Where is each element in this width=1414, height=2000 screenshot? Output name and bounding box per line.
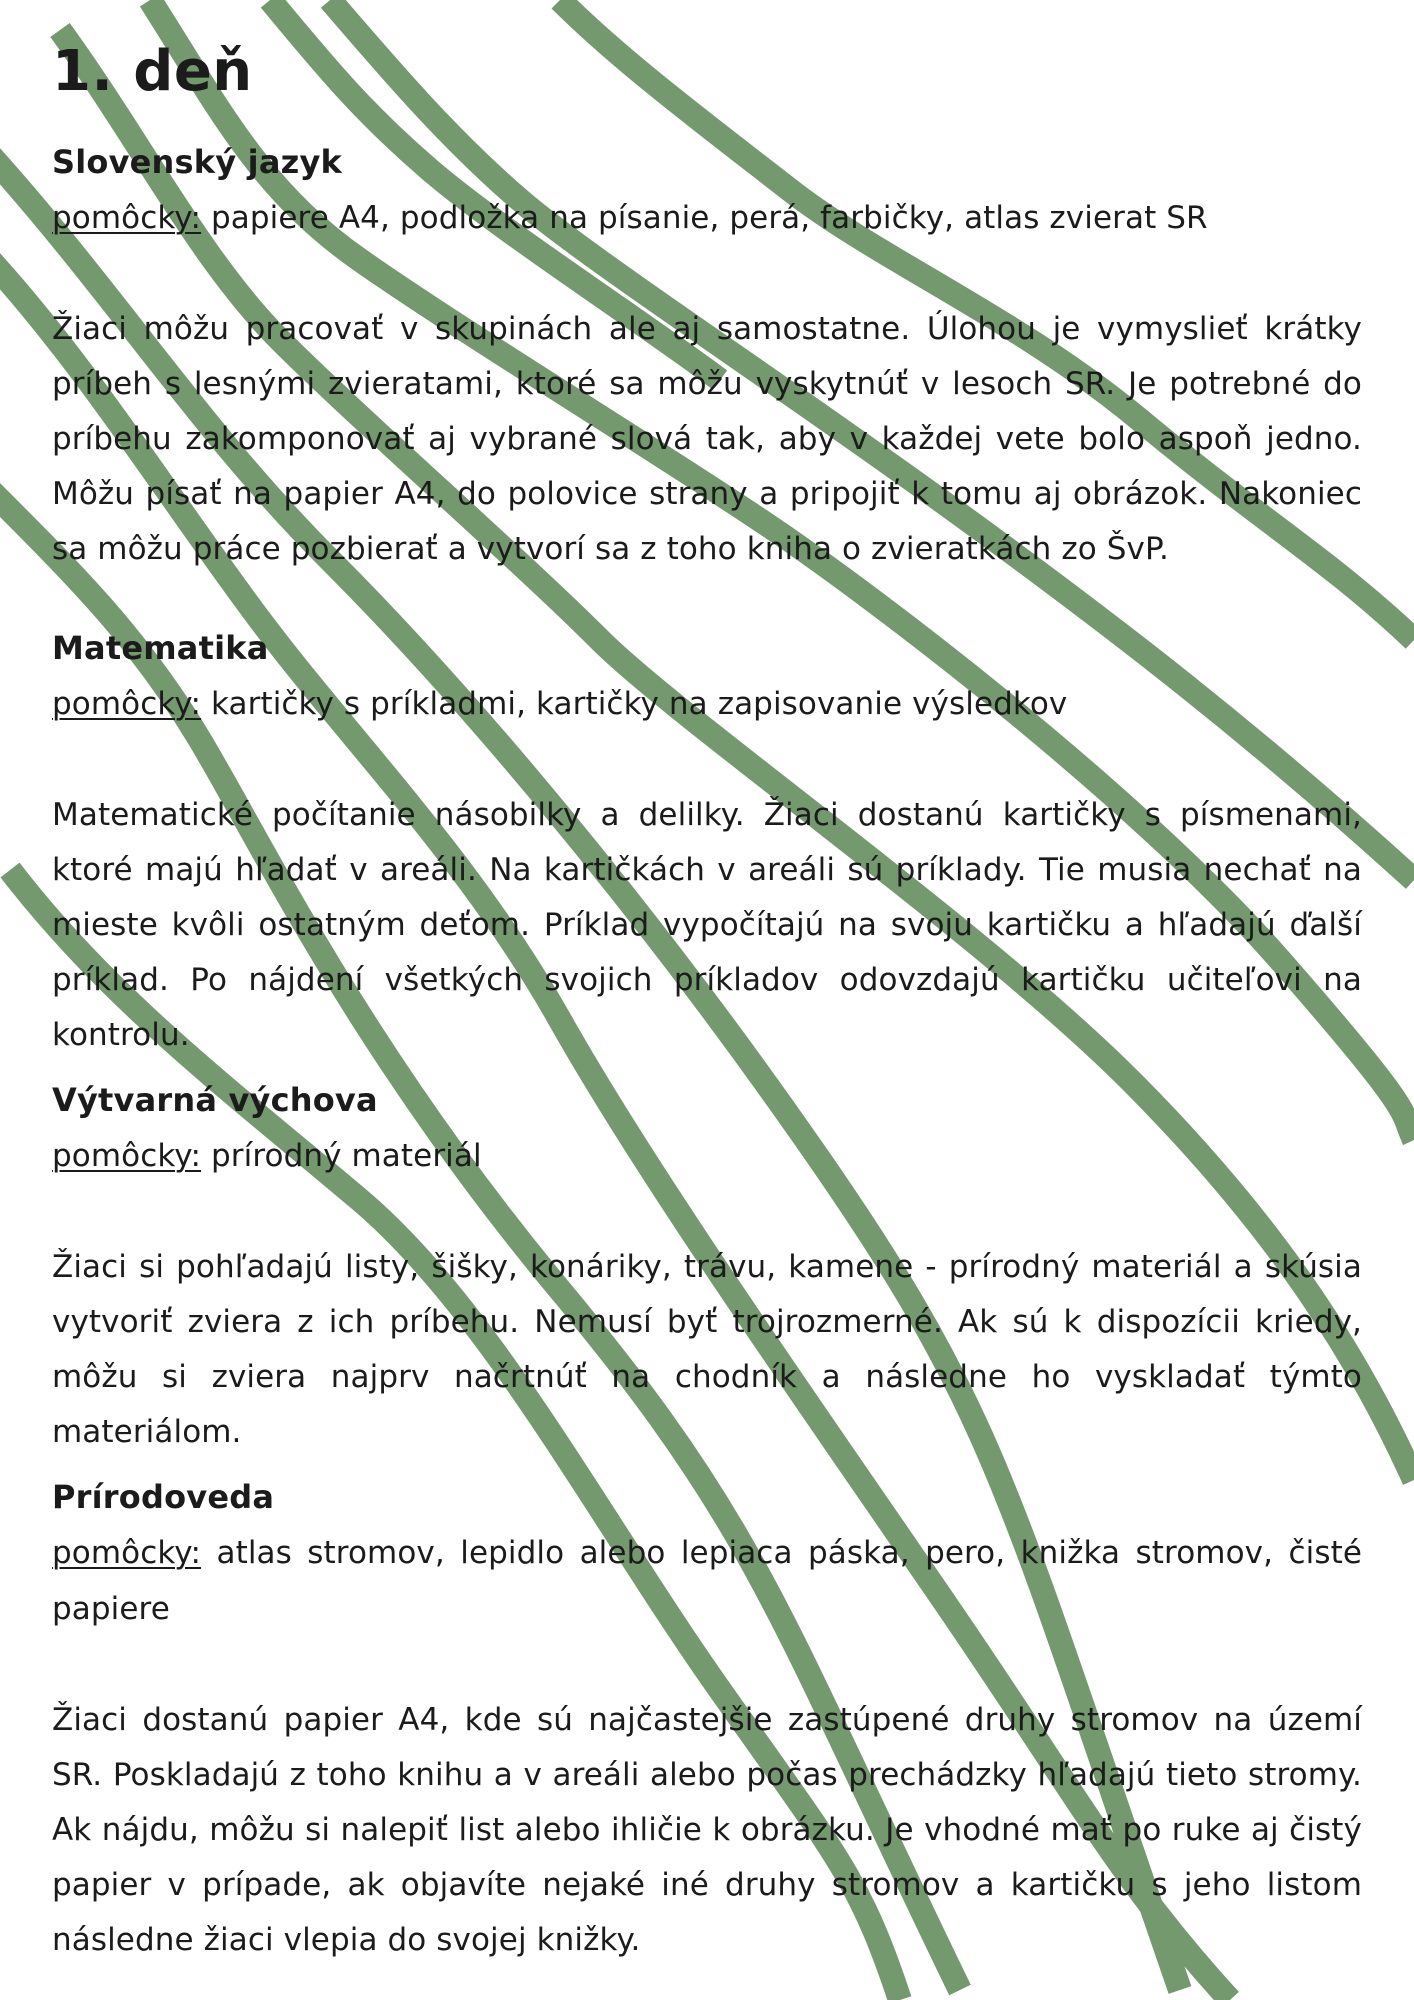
section-matematika	[52, 620, 1362, 1063]
tools-text: atlas stromov, lepidlo alebo lepiaca páska, pero, knižka stromov, čisté papiere	[52, 1535, 1362, 1627]
tools-line	[52, 190, 1362, 246]
tools-line	[52, 676, 1362, 732]
page-title: 1. deň	[52, 39, 253, 104]
tools-text: kartičky s príkladmi, kartičky na zapisovanie výsledkov	[201, 686, 1068, 722]
spacer	[52, 1637, 1362, 1693]
section-body: Matematické počítanie násobilky a delilky. Žiaci dostanú kartičky s písmenami, ktoré majú hľadať v areáli. Na kartičkách v areáli sú príklady. Tie musia nechať na mieste kvôli ostatným deťom. Príklad vypočítajú na svoju kartičku a hľadajú ďalší príklad. Po nájdení všetkých svojich príkladov odovzdajú kartičku učiteľovi na kontrolu.	[52, 797, 1362, 1053]
tools-line	[52, 1525, 1362, 1637]
section-vytvarna-vychova	[52, 1072, 1362, 1460]
section-heading: Prírodoveda	[52, 1478, 275, 1516]
section-heading: Matematika	[52, 629, 269, 667]
section-body: Žiaci môžu pracovať v skupinách ale aj samostatne. Úlohou je vymyslieť krátky príbeh s lesnými zvieratami, ktoré sa môžu vyskytnúť v lesoch SR. Je potrebné do príbehu zakomponovať aj vybrané slová tak, aby v každej vete bolo aspoň jedno. Môžu písať na papier A4, do polovice strany a pripojiť k tomu aj obrázok. Nakoniec sa môžu práce pozbierať a vytvorí sa z toho kniha o zvieratkách zo ŠvP.	[52, 311, 1362, 567]
section-body: Žiaci si pohľadajú listy, šišky, konáriky, trávu, kamene - prírodný materiál a skúsia vytvoriť zviera z ich príbehu. Nemusí byť trojrozmerné. Ak sú k dispozícii kriedy, môžu si zviera najprv načrtnúť na chodník a následne ho vyskladať týmto materiálom.	[52, 1249, 1362, 1450]
section-heading: Slovenský jazyk	[52, 143, 342, 181]
tools-label: pomôcky:	[52, 200, 202, 236]
tools-label: pomôcky:	[52, 1138, 202, 1174]
section-slovensky-jazyk	[52, 134, 1362, 577]
spacer	[52, 246, 1362, 302]
tools-line	[52, 1128, 1362, 1184]
tools-text: prírodný materiál	[201, 1138, 482, 1174]
section-prirodoveda	[52, 1469, 1362, 1968]
tools-label: pomôcky:	[52, 1535, 202, 1571]
spacer	[52, 732, 1362, 788]
section-body: Žiaci dostanú papier A4, kde sú najčastejšie zastúpené druhy stromov na území SR. Poskladajú z toho knihu a v areáli alebo počas prechádzky hľadajú tieto stromy. Ak nájdu, môžu si nalepiť list alebo ihličie k obrázku. Je vhodné mať po ruke aj čistý papier v prípade, ak objavíte nejaké iné druhy stromov a kartičku s jeho listom následne žiaci vlepia do svojej knižky.	[52, 1702, 1362, 1958]
spacer	[52, 1184, 1362, 1240]
tools-label: pomôcky:	[52, 686, 202, 722]
tools-text: papiere A4, podložka na písanie, perá, farbičky, atlas zvierat SR	[201, 200, 1208, 236]
document-page	[52, 30, 1362, 1958]
section-heading: Výtvarná výchova	[52, 1081, 378, 1119]
